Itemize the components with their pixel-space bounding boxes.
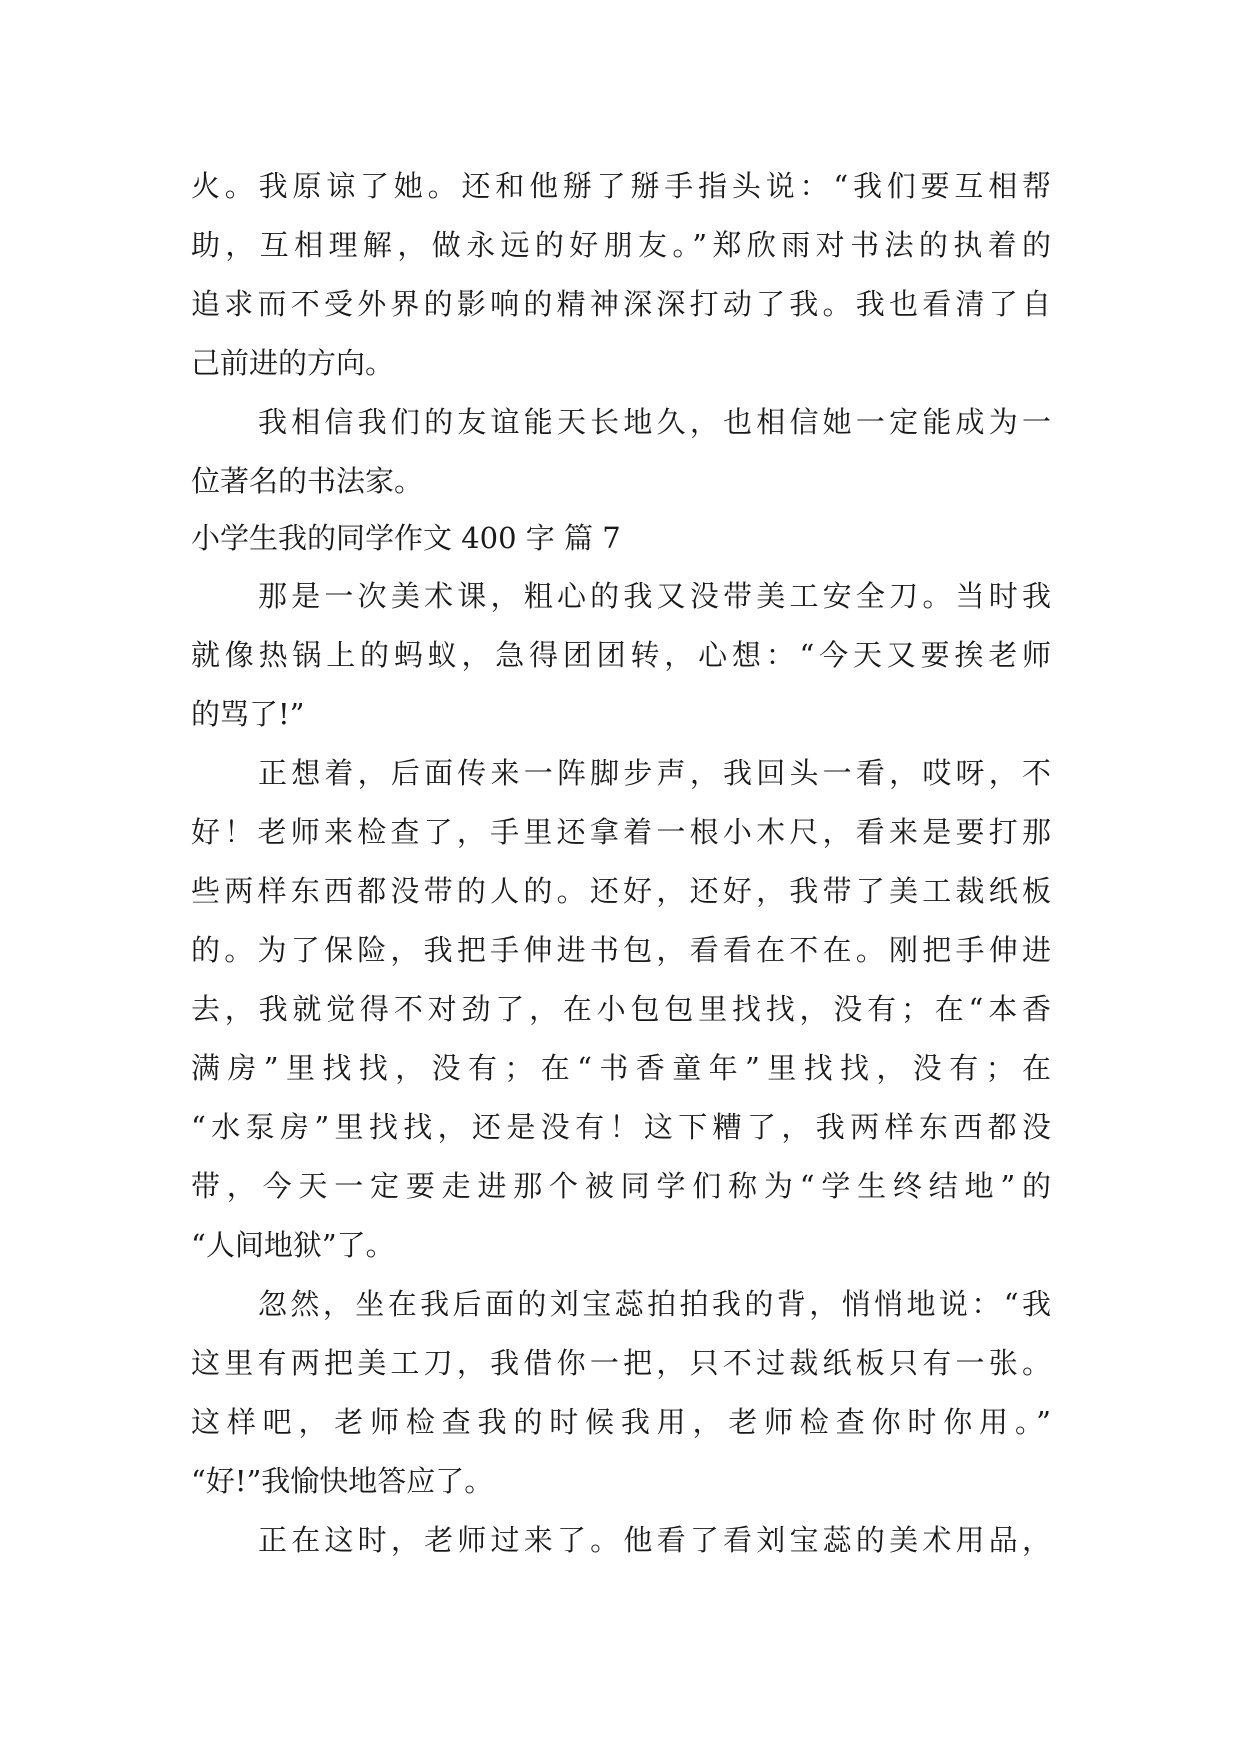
text-line: 带，今天一定要走进那个被同学们称为“学生终结地”的 xyxy=(191,1169,1051,1203)
text-line: 满房”里找找，没有；在“书香童年”里找找，没有；在 xyxy=(191,1051,1051,1085)
text-line: 己前进的方向。 xyxy=(191,346,395,380)
text-line: 的。为了保险，我把手伸进书包，看看在不在。刚把手伸进 xyxy=(191,933,1051,967)
section-heading: 小学生我的同学作文 400 字 篇 7 xyxy=(191,521,621,555)
text-line: 火。我原谅了她。还和他掰了掰手指头说：“我们要互相帮 xyxy=(191,169,1051,203)
text-line: 忽然，坐在我后面的刘宝蕊拍拍我的背，悄悄地说：“我 xyxy=(258,1287,1051,1321)
text-line: 追求而不受外界的影响的精神深深打动了我。我也看清了自 xyxy=(191,287,1051,321)
text-line: 些两样东西都没带的人的。还好，还好，我带了美工裁纸板 xyxy=(191,874,1051,908)
text-line: 这里有两把美工刀，我借你一把，只不过裁纸板只有一张。 xyxy=(191,1346,1051,1380)
text-line: 助，互相理解，做永远的好朋友。”郑欣雨对书法的执着的 xyxy=(191,228,1051,262)
text-line: 这样吧，老师检查我的时候我用，老师检查你时你用。” xyxy=(191,1405,1051,1439)
text-line: 那是一次美术课，粗心的我又没带美工安全刀。当时我 xyxy=(258,579,1051,613)
text-line: 好！老师来检查了，手里还拿着一根小木尺，看来是要打那 xyxy=(191,815,1051,849)
text-line: 的骂了!” xyxy=(191,697,305,731)
text-line: “水泵房”里找找，还是没有！这下糟了，我两样东西都没 xyxy=(191,1110,1051,1144)
text-line: 我相信我们的友谊能天长地久，也相信她一定能成为一 xyxy=(258,405,1051,439)
text-line: “人间地狱”了。 xyxy=(191,1228,395,1262)
text-line: 就像热锅上的蚂蚁，急得团团转，心想：“今天又要挨老师 xyxy=(191,638,1051,672)
text-line: 去，我就觉得不对劲了，在小包包里找找，没有；在“本香 xyxy=(191,992,1051,1026)
text-line: 正想着，后面传来一阵脚步声，我回头一看，哎呀，不 xyxy=(258,756,1051,790)
text-line: 正在这时，老师过来了。他看了看刘宝蕊的美术用品， xyxy=(258,1523,1051,1557)
text-line: “好!”我愉快地答应了。 xyxy=(191,1464,494,1498)
text-line: 位著名的书法家。 xyxy=(191,464,424,498)
